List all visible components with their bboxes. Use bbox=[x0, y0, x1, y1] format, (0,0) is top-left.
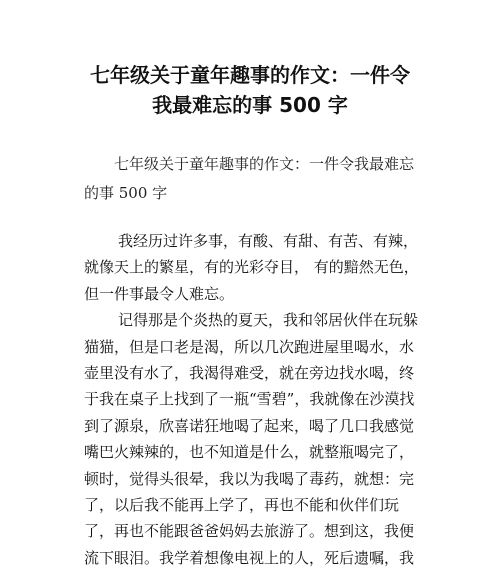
paragraph-1: 我经历过许多事，有酸、有甜、有苦、有辣，就像天上的繁星，有的光彩夺目， 有的黯然无色，但一件事最令人难忘。 bbox=[84, 232, 419, 303]
document-body bbox=[84, 228, 420, 571]
paragraph-2: 记得那是个炎热的夏天，我和邻居伙伴在玩躲猫猫，但是口老是渴，所以几次跑进屋里喝水，水壶里没有水了，我渴得难受，就在旁边找水喝，终于我在桌子上找到了一瓶“雪碧”，我就像在沙漠找到了源泉，欣喜诺狂地喝了起来，喝了几口我感觉嘴巴火辣辣的，也不知道是什么，就整瓶喝完了，顿时，觉得头很晕，我以为我喝了毒药，就想：完了，以后我不能再上学了，再也不能和伙伴们玩了，再也不能跟爸爸妈妈去旅游了。想到这，我便流下眼泪。我学着想像电视上的人，死后遗嘱，我 bbox=[84, 311, 419, 567]
title-line-2: 我最难忘的事 500 字 bbox=[152, 93, 348, 117]
document-title bbox=[0, 60, 500, 120]
document-subtitle: 七年级关于童年趣事的作文：一件令我最难忘的事 500 字 bbox=[84, 155, 415, 202]
title-line-1: 七年级关于童年趣事的作文：一件令 bbox=[90, 63, 410, 87]
